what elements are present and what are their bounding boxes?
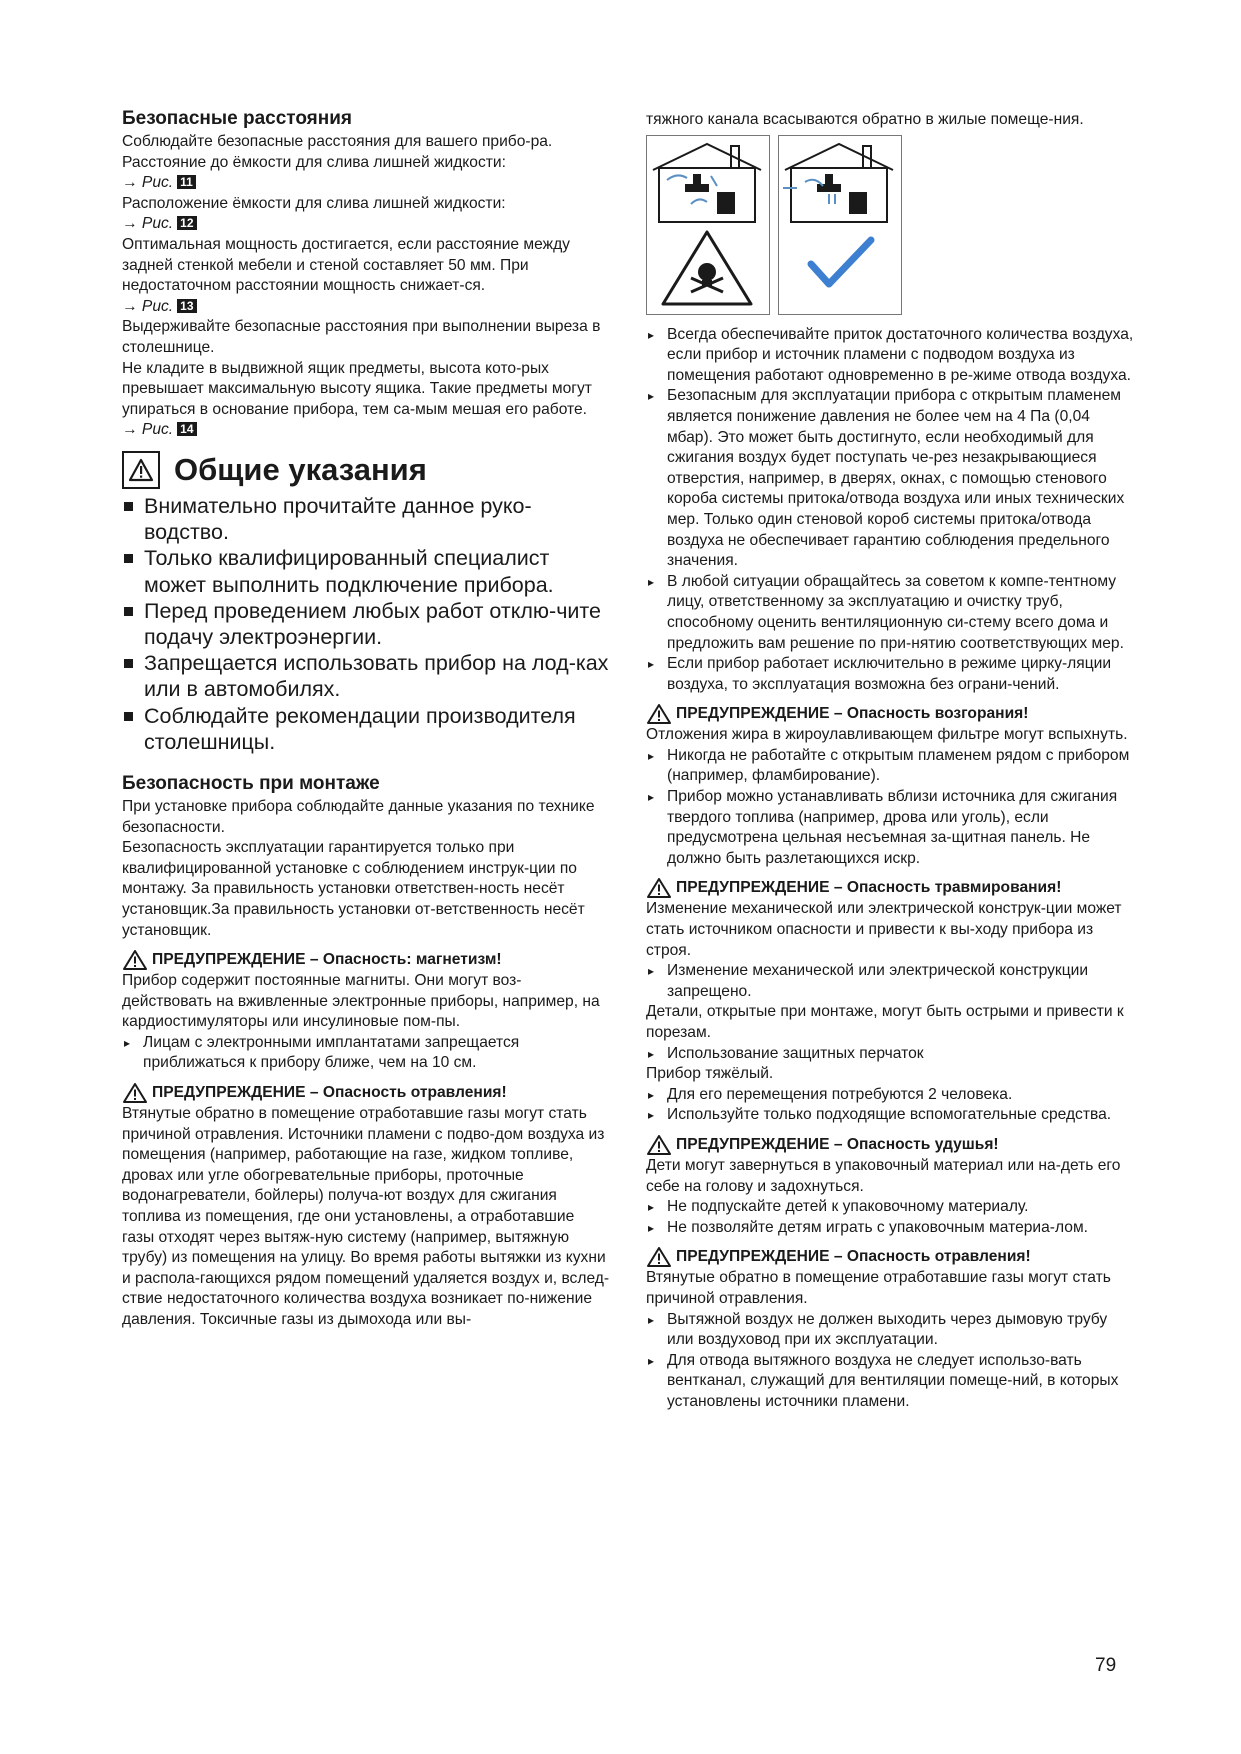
list-item: ▸ Если прибор работает исключительно в режиме цирку-ляции воздуха, то эксплуатация возможна без ограни-чений.: [646, 654, 1134, 695]
figure-number: 14: [177, 422, 196, 436]
list-item: ▸ Безопасным для эксплуатации прибора с открытым пламенем является понижение давления не более чем на 4 Па (0,04 мбар). Это может быть достигнуто, если необходимый для сжигания воздух будет поступать че-рез незакрывающиеся отверстия, например, в дверях, окнах, с помощью стенового короба системы притока/отвода воздуха или иных технических мер. Только один стеновой короб системы притока/отвода воздуха не обеспечивает гарантию соблюдения предельного значения.: [646, 386, 1134, 571]
list-item: Перед проведением любых работ отклю-чите подачу электроэнергии.: [122, 598, 610, 650]
paragraph: тяжного канала всасываются обратно в жилые помеще-ния.: [646, 111, 1084, 128]
paragraph: Изменение механической или электрической конструк-ции может стать источником опасности и привести к вы-ходу прибора из строя.: [646, 900, 1122, 959]
list-item: ▸ Лицам с электронными имплантатами запрещается приближаться к прибору ближе, чем на 10 см.: [122, 1033, 610, 1074]
list-item: ▸ Использование защитных перчаток: [646, 1044, 1134, 1065]
house-icon: [653, 144, 761, 222]
warning-heading-fire: ПРЕДУПРЕЖДЕНИЕ – Опасность возгорания!: [646, 703, 1134, 725]
warning-icon: [646, 1134, 672, 1156]
magnet-list: [122, 1033, 610, 1074]
warning-heading-magnetism: ПРЕДУПРЕЖДЕНИЕ – Опасность: магнетизм!: [122, 949, 610, 971]
paragraph: При установке прибора соблюдайте данные указания по технике безопасности.: [122, 797, 595, 836]
list-item: Внимательно прочитайте данное руко-водство.: [122, 493, 610, 545]
list-item: ▸ В любой ситуации обращайтесь за советом к компе-тентному лицу, ответственному за эксплуатацию и очистку труб, способному оценить вентиляционную си-стему всего дома и предложить вам решение по при-нятию соответствующих мер.: [646, 572, 1134, 654]
poison-hazard-icon: [663, 232, 751, 304]
paragraph: Прибор содержит постоянные магниты. Они могут воз-действовать на вживленные электронные приборы, например, на кардиостимуляторы или инсулиновые пом-пы.: [122, 972, 600, 1031]
list-item: ▸ Используйте только подходящие вспомогательные средства.: [646, 1105, 1134, 1126]
warning-icon: [122, 1082, 148, 1104]
paragraph: Детали, открытые при монтаже, могут быть острыми и привести к порезам.: [646, 1003, 1124, 1041]
warning-icon: [646, 703, 672, 725]
figure-ref-12: → Рис. 12: [122, 214, 610, 235]
warning-icon: [122, 949, 148, 971]
list-item: ▸ Не подпускайте детей к упаковочному материалу.: [646, 1197, 1134, 1218]
list-item: ▸ Вытяжной воздух не должен выходить через дымовую трубу или воздуховод при их эксплуатации.: [646, 1310, 1134, 1351]
figure-number: 13: [177, 299, 196, 313]
paragraph: Соблюдайте безопасные расстояния для вашего прибо-ра.: [122, 133, 553, 150]
figure-number: 11: [177, 175, 196, 189]
warning-icon: [646, 1246, 672, 1268]
section-title-safe-distances: Безопасные расстояния: [122, 108, 353, 129]
ventilation-list: [646, 325, 1134, 696]
paragraph: Втянутые обратно в помещение отработавшие газы могут стать причиной отравления. Источники пламени с подво-дом воздуха из помещения (например, работающие на газе, жидком топливе, дровах или угле обогревательные приборы, проточные водонагреватели, бойлеры) получа-ют воздух для сжигания топлива из помещения, где они установлены, а отработавшие газы отходят через вытяж-ную систему (например, вытяжную трубу) из помещения на улицу. Во время работы вытяжки из кухни и распола-гающихся рядом помещений удаляется воздух и, вслед-ствие недостаточного количества воздуха возникает по-нижение давления. Токсичные газы из дымохода или вы-: [122, 1105, 610, 1328]
general-instructions-list: [122, 493, 610, 755]
paragraph: Оптимальная мощность достигается, если расстояние между задней стенкой мебели и стеной составляет 50 мм. При недостаточном расстоянии мощность снижает-ся.: [122, 235, 570, 295]
list-item: Запрещается использовать прибор на лод-ках или в автомобилях.: [122, 650, 610, 702]
list-item: ▸ Всегда обеспечивайте приток достаточного количества воздуха, если прибор и источник пламени с подводом воздуха из помещения работают одновременно в ре-жиме отвода воздуха.: [646, 325, 1134, 387]
house-icon: [785, 144, 893, 222]
warning-heading-poisoning-2: ПРЕДУПРЕЖДЕНИЕ – Опасность отравления!: [646, 1246, 1134, 1268]
figure-ref-13: → Рис. 13: [122, 297, 610, 318]
list-item: ▸ Никогда не работайте с открытым пламенем рядом с прибором (например, фламбирование).: [646, 746, 1134, 787]
list-item: ▸ Для отвода вытяжного воздуха не следует использо-вать вентканал, служащий для вентиляции помеще-ний, в которых установлены источники пламени.: [646, 1351, 1134, 1413]
cooker-hood-icon: [817, 174, 867, 214]
fire-list: [646, 746, 1134, 870]
warning-icon: [646, 877, 672, 899]
suffocation-list: [646, 1197, 1134, 1238]
list-item: ▸ Прибор можно устанавливать вблизи источника для сжигания твердого топлива (например, дрова или уголь), если предусмотрена цельная несъемная за-щитная панель. Не должно быть разлетающихся искр.: [646, 787, 1134, 869]
warning-heading-suffocation: ПРЕДУПРЕЖДЕНИЕ – Опасность удушья!: [646, 1134, 1134, 1156]
ventilation-illustrations: [646, 135, 1134, 315]
left-column: [122, 108, 610, 1331]
paragraph: Дети могут завернуться в упаковочный материал или на-деть его себе на голову и задохнуться.: [646, 1156, 1121, 1195]
injury-list-1: [646, 961, 1134, 1002]
checkmark-icon: [811, 240, 871, 284]
section-heading-general: [122, 451, 610, 489]
list-item: ▸ Изменение механической или электрической конструкции запрещено.: [646, 961, 1134, 1002]
right-column: [646, 110, 1134, 1413]
figure-ref-14: → Рис. 14: [122, 420, 610, 441]
figure-number: 12: [177, 216, 196, 230]
list-item: ▸ Не позволяйте детям играть с упаковочным материа-лом.: [646, 1218, 1134, 1239]
warning-heading-injury: ПРЕДУПРЕЖДЕНИЕ – Опасность травмирования!: [646, 877, 1134, 899]
paragraph: Безопасность эксплуатации гарантируется только при квалифицированной установке с соблюдением инструк-ции по монтажу. За правильность установки ответствен-ность несёт установщик.За правильность установки от-ветственность несёт установщик.: [122, 839, 585, 939]
paragraph: Расстояние до ёмкости для слива лишней жидкости:: [122, 153, 506, 171]
paragraph: Прибор тяжёлый.: [646, 1065, 774, 1083]
illustration-correct: [778, 135, 902, 315]
paragraph: Втянутые обратно в помещение отработавшие газы могут стать причиной отравления.: [646, 1269, 1111, 1307]
section-title-general: Общие указания: [174, 451, 427, 487]
illustration-danger: [646, 135, 770, 315]
paragraph: Расположение ёмкости для слива лишней жидкости:: [122, 194, 506, 212]
injury-list-2: [646, 1044, 1134, 1065]
poisoning-list-2: [646, 1310, 1134, 1413]
paragraph: Выдерживайте безопасные расстояния при выполнении выреза в столешнице.: [122, 318, 601, 356]
page-number: 79: [1095, 1655, 1117, 1676]
warning-heading-poisoning: ПРЕДУПРЕЖДЕНИЕ – Опасность отравления!: [122, 1082, 610, 1104]
cooker-hood-icon: [685, 174, 735, 214]
list-item: ▸ Для его перемещения потребуются 2 человека.: [646, 1085, 1134, 1106]
figure-ref-11: → Рис. 11: [122, 173, 610, 194]
paragraph: Не кладите в выдвижной ящик предметы, высота кото-рых превышает максимальную высоту ящика. Такие предметы могут упираться в основание прибора, тем са-мым мешая его работе.: [122, 359, 592, 418]
warning-icon: [122, 451, 160, 489]
list-item: Только квалифицированный специалист может выполнить подключение прибора.: [122, 545, 610, 597]
section-title-mounting: Безопасность при монтаже: [122, 772, 380, 794]
paragraph: Отложения жира в жироулавливающем фильтре могут вспыхнуть.: [646, 726, 1128, 744]
injury-list-3: [646, 1085, 1134, 1126]
list-item: Соблюдайте рекомендации производителя столешницы.: [122, 703, 610, 755]
